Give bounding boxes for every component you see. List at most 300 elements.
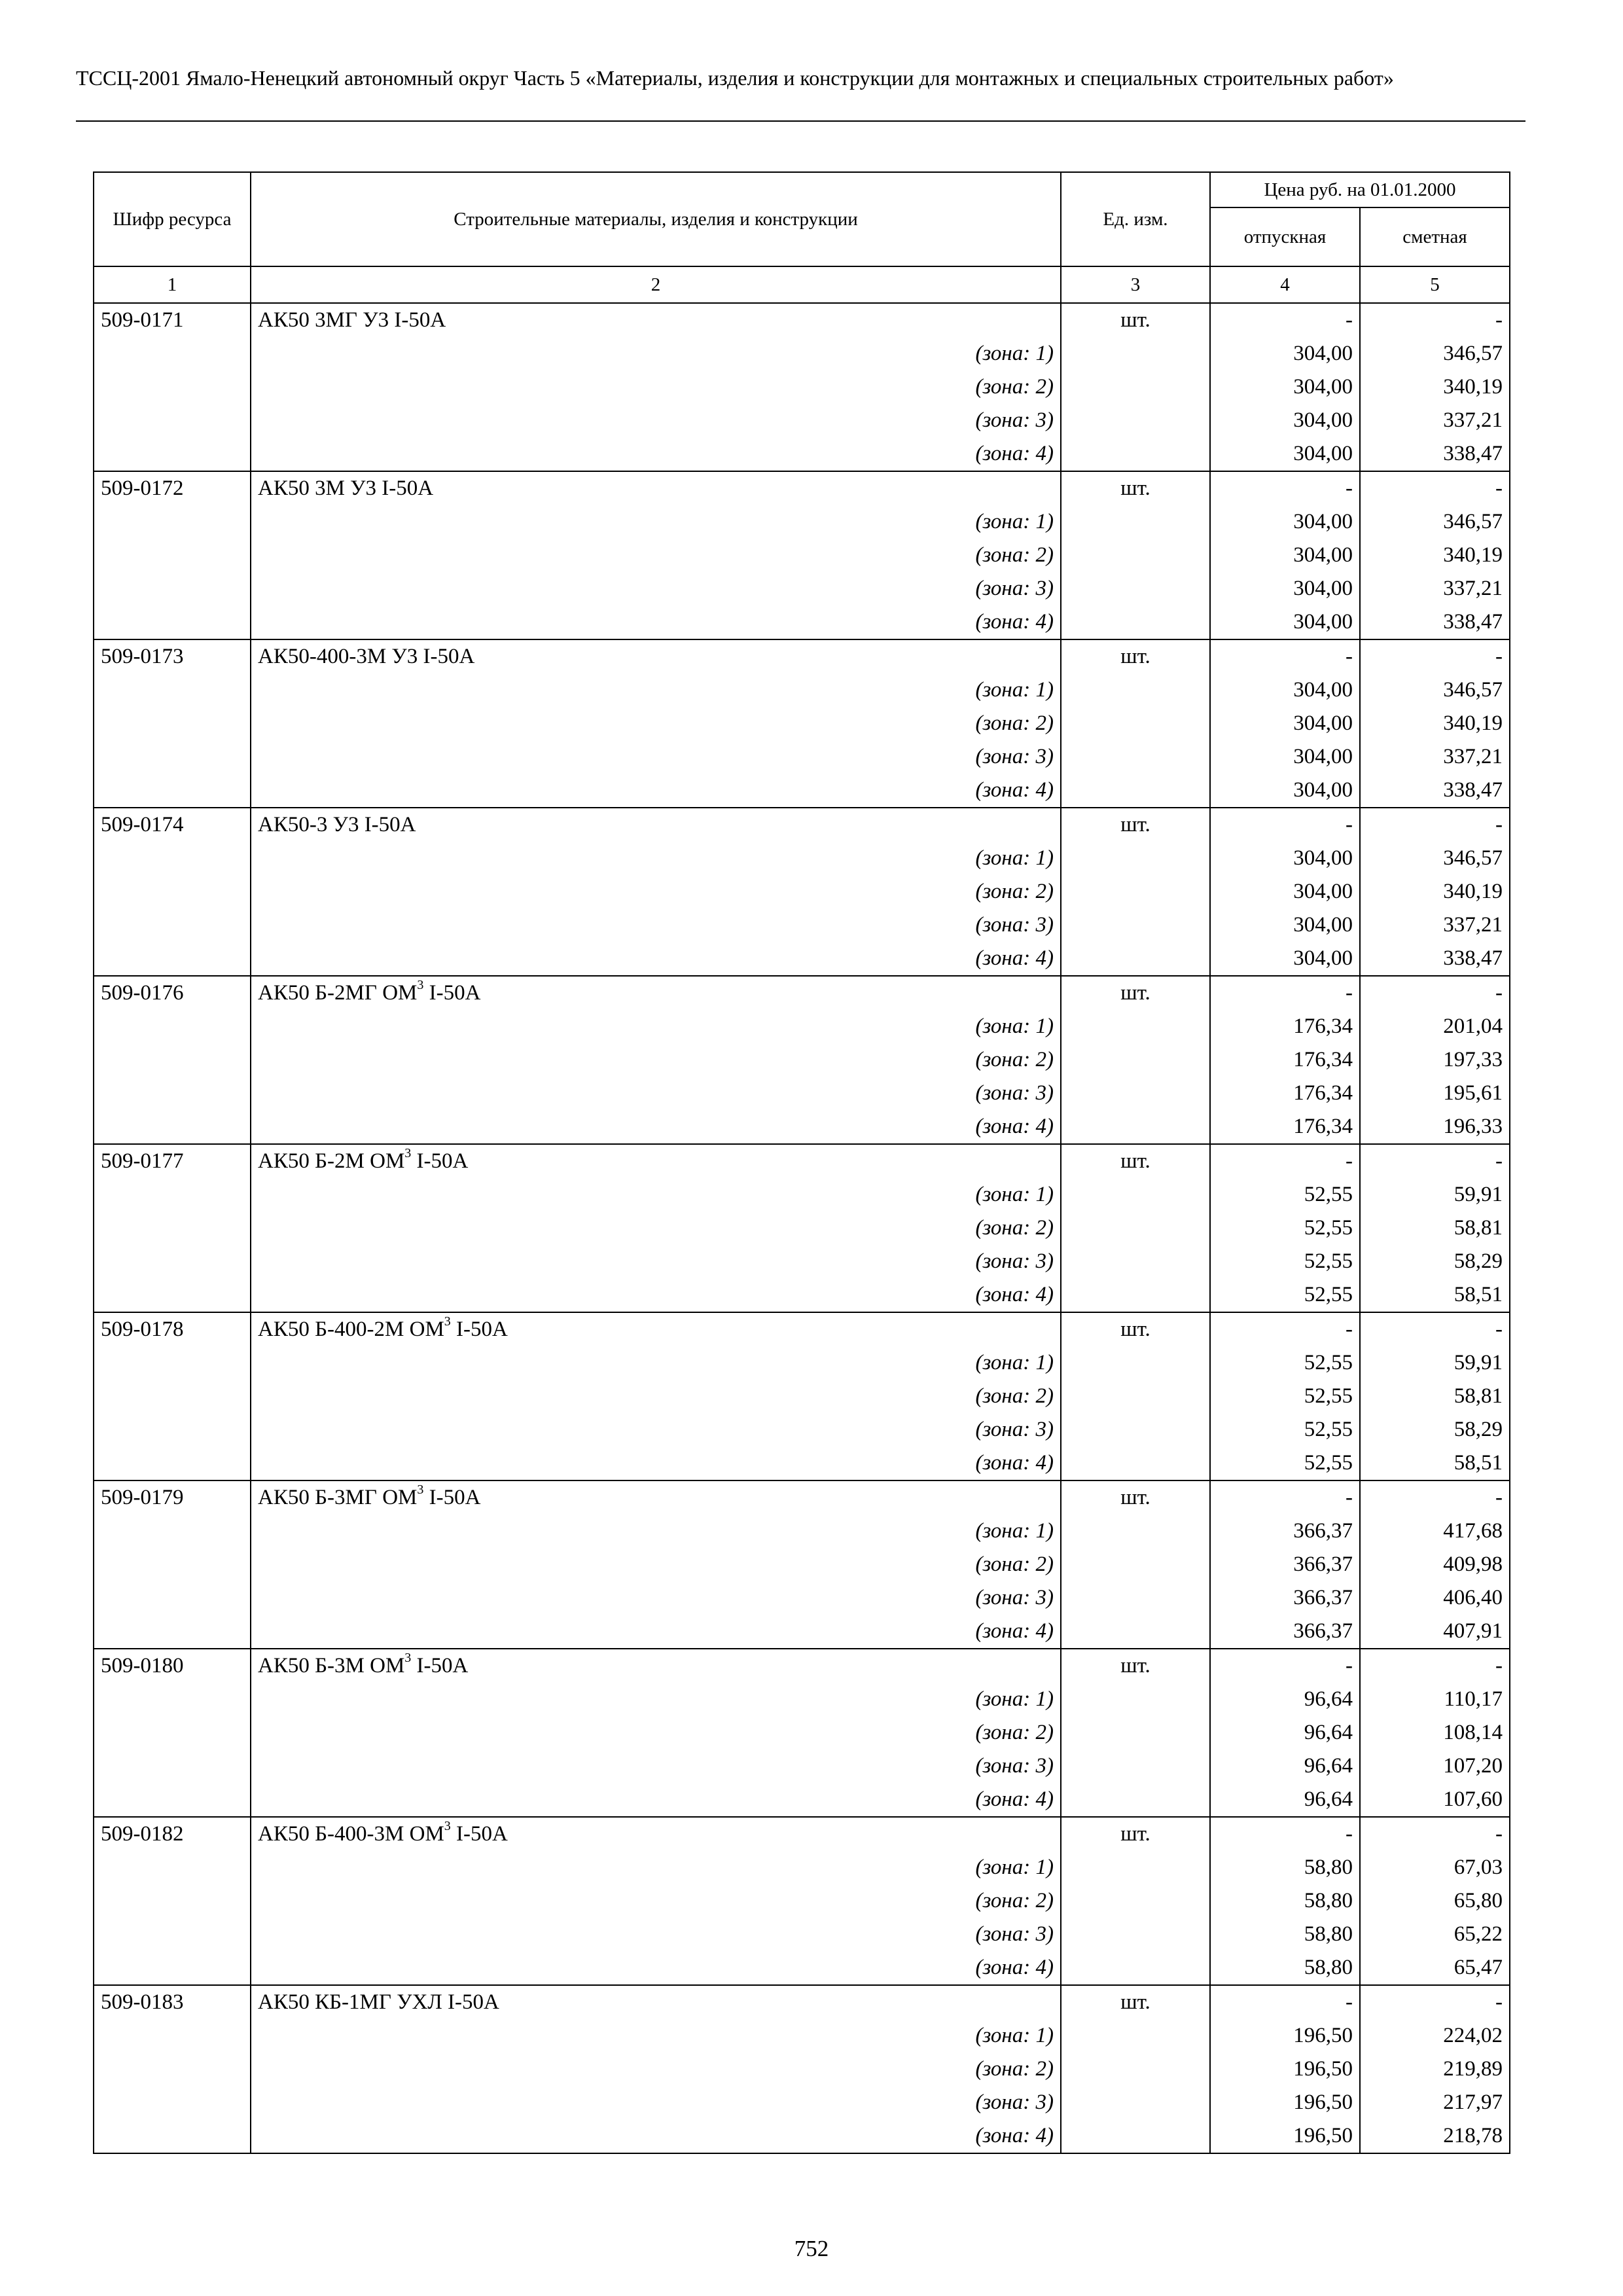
empty-cell [94,875,251,908]
resource-row [94,808,1510,842]
zone-label: (зона: 2) [251,539,1061,572]
empty-cell [1061,1043,1210,1077]
zone-estimate-price: 58,29 [1360,1245,1510,1278]
column-number: 4 [1210,266,1360,303]
zone-estimate-price: 338,47 [1360,605,1510,639]
zone-release-price: 304,00 [1210,370,1360,404]
empty-cell [94,572,251,605]
header-name: Строительные материалы, изделия и конструкции [251,172,1061,266]
resource-name [251,1144,1061,1178]
empty-cell [1061,1515,1210,1548]
zone-label: (зона: 4) [251,1783,1061,1817]
resource-name-text: АК50 КБ-1МГ УХЛ I-50А [258,1990,499,2014]
empty-cell [94,404,251,437]
zone-estimate-price: 58,81 [1360,1380,1510,1413]
empty-cell [1061,404,1210,437]
zone-row [94,2119,1510,2153]
zone-release-price: 52,55 [1210,1211,1360,1245]
zone-row [94,1380,1510,1413]
zone-label: (зона: 1) [251,842,1061,875]
zone-estimate-price: 110,17 [1360,1683,1510,1716]
resource-name-text: АК50 Б-3МГ ОМ [258,1486,418,1509]
estimate-price: - [1360,639,1510,673]
zone-label: (зона: 3) [251,1077,1061,1110]
resource-unit: шт. [1061,976,1210,1010]
zone-label: (зона: 1) [251,1346,1061,1380]
zone-row [94,1446,1510,1480]
release-price: - [1210,1985,1360,2019]
zone-row [94,774,1510,808]
zone-label: (зона: 1) [251,337,1061,370]
empty-cell [1061,1413,1210,1446]
empty-cell [1061,908,1210,942]
zone-row [94,1110,1510,1144]
resource-row [94,1312,1510,1346]
zone-release-price: 304,00 [1210,707,1360,740]
zone-label: (зона: 3) [251,1245,1061,1278]
zone-release-price: 366,37 [1210,1548,1360,1581]
empty-cell [94,2086,251,2119]
zone-row [94,2086,1510,2119]
empty-cell [1061,1278,1210,1312]
empty-cell [1061,1380,1210,1413]
zone-estimate-price: 409,98 [1360,1548,1510,1581]
empty-cell [94,2019,251,2053]
estimate-price: - [1360,1312,1510,1346]
empty-cell [94,1716,251,1749]
resource-row [94,303,1510,337]
resource-code: 509-0178 [94,1312,251,1346]
empty-cell [1061,1446,1210,1480]
zone-estimate-price: 59,91 [1360,1346,1510,1380]
zone-release-price: 52,55 [1210,1413,1360,1446]
zone-estimate-price: 346,57 [1360,842,1510,875]
resource-code: 509-0180 [94,1649,251,1683]
release-price: - [1210,1312,1360,1346]
zone-row [94,740,1510,774]
zone-label: (зона: 3) [251,1918,1061,1951]
resource-code: 509-0174 [94,808,251,842]
zone-row [94,539,1510,572]
zone-release-price: 52,55 [1210,1380,1360,1413]
header-code: Шифр ресурса [94,172,251,266]
zone-release-price: 304,00 [1210,605,1360,639]
zone-row [94,1851,1510,1884]
zone-row [94,1884,1510,1918]
empty-cell [94,1278,251,1312]
resource-name-text: АК50 Б-3М ОМ [258,1654,405,1677]
empty-cell [1061,572,1210,605]
header-price-group: Цена руб. на 01.01.2000 [1210,172,1510,207]
release-price: - [1210,1144,1360,1178]
resource-name-text: АК50-3 У3 I-50А [258,813,416,836]
empty-cell [1061,505,1210,539]
resource-name [251,1649,1061,1683]
resource-name-superscript: 3 [417,978,424,992]
zone-row [94,1918,1510,1951]
estimate-price: - [1360,1480,1510,1515]
resource-name [251,303,1061,337]
zone-estimate-price: 218,78 [1360,2119,1510,2153]
zone-estimate-price: 406,40 [1360,1581,1510,1615]
release-price: - [1210,1817,1360,1851]
zone-estimate-price: 224,02 [1360,2019,1510,2053]
zone-row [94,1245,1510,1278]
zone-release-price: 304,00 [1210,404,1360,437]
zone-release-price: 304,00 [1210,774,1360,808]
zone-label: (зона: 3) [251,740,1061,774]
resource-unit: шт. [1061,1144,1210,1178]
empty-cell [94,1010,251,1043]
empty-cell [1061,707,1210,740]
empty-cell [94,1346,251,1380]
zone-estimate-price: 340,19 [1360,370,1510,404]
zone-estimate-price: 196,33 [1360,1110,1510,1144]
header-divider [76,120,1525,122]
zone-estimate-price: 65,47 [1360,1951,1510,1985]
resource-name-text: АК50 Б-400-3М ОМ [258,1822,444,1846]
zone-release-price: 196,50 [1210,2053,1360,2086]
zone-label: (зона: 2) [251,2053,1061,2086]
empty-cell [94,707,251,740]
zone-row [94,605,1510,639]
resource-code: 509-0182 [94,1817,251,1851]
resource-unit: шт. [1061,1480,1210,1515]
resource-row [94,1817,1510,1851]
resource-name [251,808,1061,842]
zone-label: (зона: 3) [251,404,1061,437]
zone-estimate-price: 107,20 [1360,1749,1510,1783]
page-number: 752 [794,2236,829,2261]
estimate-price: - [1360,471,1510,505]
resource-name [251,639,1061,673]
zone-release-price: 52,55 [1210,1178,1360,1211]
empty-cell [94,1110,251,1144]
empty-cell [94,505,251,539]
zone-release-price: 196,50 [1210,2019,1360,2053]
zone-estimate-price: 67,03 [1360,1851,1510,1884]
column-number: 2 [251,266,1061,303]
empty-cell [1061,1010,1210,1043]
empty-cell [1061,1716,1210,1749]
zone-estimate-price: 201,04 [1360,1010,1510,1043]
resource-name-suffix: I-50А [423,981,481,1005]
resource-row [94,976,1510,1010]
zone-release-price: 304,00 [1210,908,1360,942]
release-price: - [1210,471,1360,505]
empty-cell [94,337,251,370]
resource-name-text: АК50 Б-2М ОМ [258,1149,405,1173]
zone-estimate-price: 195,61 [1360,1077,1510,1110]
zone-estimate-price: 337,21 [1360,740,1510,774]
empty-cell [1061,539,1210,572]
table-body [94,303,1510,2153]
zone-label: (зона: 3) [251,572,1061,605]
resource-unit: шт. [1061,808,1210,842]
estimate-price: - [1360,1985,1510,2019]
zone-label: (зона: 2) [251,370,1061,404]
resource-row [94,1144,1510,1178]
zone-estimate-price: 346,57 [1360,673,1510,707]
empty-cell [94,942,251,976]
resource-unit: шт. [1061,639,1210,673]
zone-row [94,842,1510,875]
empty-cell [1061,673,1210,707]
resource-unit: шт. [1061,303,1210,337]
zone-row [94,1683,1510,1716]
zone-row [94,337,1510,370]
release-price: - [1210,808,1360,842]
resource-name-suffix: I-50А [450,1822,508,1846]
resource-row [94,1985,1510,2019]
zone-label: (зона: 4) [251,1951,1061,1985]
resource-row [94,1480,1510,1515]
zone-label: (зона: 1) [251,505,1061,539]
empty-cell [94,1515,251,1548]
empty-cell [1061,1110,1210,1144]
zone-release-price: 304,00 [1210,740,1360,774]
empty-cell [1061,605,1210,639]
zone-estimate-price: 340,19 [1360,539,1510,572]
zone-label: (зона: 3) [251,1413,1061,1446]
resource-name-superscript: 3 [444,1314,451,1329]
empty-cell [94,1615,251,1649]
zone-estimate-price: 59,91 [1360,1178,1510,1211]
zone-label: (зона: 4) [251,2119,1061,2153]
zone-row [94,1278,1510,1312]
resource-unit: шт. [1061,1985,1210,2019]
zone-release-price: 52,55 [1210,1446,1360,1480]
empty-cell [1061,1178,1210,1211]
empty-cell [1061,1211,1210,1245]
zone-release-price: 304,00 [1210,437,1360,471]
zone-estimate-price: 407,91 [1360,1615,1510,1649]
empty-cell [1061,2086,1210,2119]
zone-release-price: 52,55 [1210,1278,1360,1312]
zone-row [94,1548,1510,1581]
zone-estimate-price: 65,22 [1360,1918,1510,1951]
zone-row [94,1413,1510,1446]
empty-cell [94,908,251,942]
empty-cell [94,437,251,471]
resource-name [251,1985,1061,2019]
empty-cell [94,2053,251,2086]
price-table [93,171,1510,2154]
resource-name [251,471,1061,505]
zone-estimate-price: 346,57 [1360,505,1510,539]
release-price: - [1210,1480,1360,1515]
empty-cell [1061,1077,1210,1110]
empty-cell [94,1043,251,1077]
table-header [94,172,1510,303]
empty-cell [1061,1884,1210,1918]
empty-cell [94,1380,251,1413]
empty-cell [94,1178,251,1211]
empty-cell [94,673,251,707]
zone-label: (зона: 2) [251,875,1061,908]
zone-row [94,942,1510,976]
resource-unit: шт. [1061,1649,1210,1683]
zone-release-price: 366,37 [1210,1515,1360,1548]
empty-cell [94,1851,251,1884]
resource-code: 509-0177 [94,1144,251,1178]
resource-name-superscript: 3 [404,1146,412,1160]
resource-code: 509-0173 [94,639,251,673]
empty-cell [94,2119,251,2153]
zone-row [94,1749,1510,1783]
zone-release-price: 58,80 [1210,1884,1360,1918]
empty-cell [1061,437,1210,471]
estimate-price: - [1360,976,1510,1010]
empty-cell [1061,1683,1210,1716]
zone-estimate-price: 338,47 [1360,774,1510,808]
zone-release-price: 304,00 [1210,942,1360,976]
empty-cell [1061,1851,1210,1884]
empty-cell [94,539,251,572]
zone-row [94,2053,1510,2086]
zone-row [94,1615,1510,1649]
empty-cell [1061,842,1210,875]
zone-estimate-price: 340,19 [1360,707,1510,740]
empty-cell [94,1211,251,1245]
zone-label: (зона: 2) [251,1211,1061,1245]
zone-release-price: 52,55 [1210,1346,1360,1380]
resource-name-text: АК50 Б-400-2М ОМ [258,1318,444,1341]
resource-name [251,1312,1061,1346]
empty-cell [94,1749,251,1783]
resource-unit: шт. [1061,1312,1210,1346]
zone-release-price: 304,00 [1210,673,1360,707]
resource-name [251,1480,1061,1515]
resource-row [94,1649,1510,1683]
zone-label: (зона: 4) [251,942,1061,976]
zone-row [94,1951,1510,1985]
zone-label: (зона: 3) [251,1581,1061,1615]
zone-row [94,908,1510,942]
resource-unit: шт. [1061,1817,1210,1851]
empty-cell [94,370,251,404]
zone-release-price: 176,34 [1210,1077,1360,1110]
resource-name-text: АК50 3МГ У3 I-50А [258,308,446,332]
zone-estimate-price: 107,60 [1360,1783,1510,1817]
zone-release-price: 304,00 [1210,337,1360,370]
zone-release-price: 366,37 [1210,1581,1360,1615]
zone-label: (зона: 3) [251,908,1061,942]
empty-cell [1061,2053,1210,2086]
empty-cell [1061,1615,1210,1649]
zone-release-price: 304,00 [1210,505,1360,539]
zone-row [94,1043,1510,1077]
zone-row [94,1515,1510,1548]
empty-cell [1061,2119,1210,2153]
zone-label: (зона: 1) [251,673,1061,707]
zone-estimate-price: 337,21 [1360,908,1510,942]
zone-estimate-price: 346,57 [1360,337,1510,370]
release-price: - [1210,976,1360,1010]
empty-cell [1061,1548,1210,1581]
zone-estimate-price: 108,14 [1360,1716,1510,1749]
resource-code: 509-0171 [94,303,251,337]
zone-label: (зона: 4) [251,1446,1061,1480]
empty-cell [1061,774,1210,808]
resource-name [251,1817,1061,1851]
zone-label: (зона: 2) [251,707,1061,740]
empty-cell [94,1077,251,1110]
zone-label: (зона: 1) [251,1178,1061,1211]
zone-label: (зона: 3) [251,1749,1061,1783]
zone-row [94,1716,1510,1749]
estimate-price: - [1360,808,1510,842]
empty-cell [94,1951,251,1985]
empty-cell [1061,1749,1210,1783]
estimate-price: - [1360,1144,1510,1178]
resource-row [94,471,1510,505]
resource-name-suffix: I-50А [450,1318,508,1341]
empty-cell [1061,875,1210,908]
zone-row [94,1783,1510,1817]
empty-cell [94,842,251,875]
zone-release-price: 304,00 [1210,572,1360,605]
empty-cell [94,1413,251,1446]
zone-row [94,875,1510,908]
zone-label: (зона: 2) [251,1716,1061,1749]
resource-name-suffix: I-50А [411,1654,469,1677]
zone-release-price: 96,64 [1210,1749,1360,1783]
zone-row [94,1346,1510,1380]
zone-release-price: 304,00 [1210,875,1360,908]
zone-estimate-price: 197,33 [1360,1043,1510,1077]
resource-code: 509-0183 [94,1985,251,2019]
zone-estimate-price: 337,21 [1360,572,1510,605]
header-estimate-price: сметная [1360,207,1510,266]
zone-estimate-price: 58,81 [1360,1211,1510,1245]
zone-label: (зона: 4) [251,437,1061,471]
resource-name-text: АК50 3М У3 I-50А [258,476,434,500]
estimate-price: - [1360,1817,1510,1851]
resource-name-suffix: I-50А [423,1486,481,1509]
empty-cell [1061,337,1210,370]
resource-name-text: АК50 Б-2МГ ОМ [258,981,418,1005]
zone-row [94,1178,1510,1211]
zone-release-price: 304,00 [1210,842,1360,875]
header-unit: Ед. изм. [1061,172,1210,266]
empty-cell [94,740,251,774]
header-release-price: отпускная [1210,207,1360,266]
empty-cell [1061,1951,1210,1985]
column-number: 3 [1061,266,1210,303]
resource-row [94,639,1510,673]
zone-estimate-price: 58,51 [1360,1278,1510,1312]
empty-cell [94,1683,251,1716]
zone-release-price: 196,50 [1210,2086,1360,2119]
zone-release-price: 196,50 [1210,2119,1360,2153]
zone-release-price: 52,55 [1210,1245,1360,1278]
empty-cell [94,1245,251,1278]
zone-release-price: 58,80 [1210,1918,1360,1951]
zone-label: (зона: 3) [251,2086,1061,2119]
zone-release-price: 176,34 [1210,1010,1360,1043]
empty-cell [94,1918,251,1951]
empty-cell [94,774,251,808]
empty-cell [1061,1245,1210,1278]
column-number: 1 [94,266,251,303]
zone-row [94,707,1510,740]
zone-release-price: 176,34 [1210,1043,1360,1077]
zone-estimate-price: 217,97 [1360,2086,1510,2119]
zone-label: (зона: 2) [251,1380,1061,1413]
empty-cell [1061,1918,1210,1951]
resource-code: 509-0176 [94,976,251,1010]
